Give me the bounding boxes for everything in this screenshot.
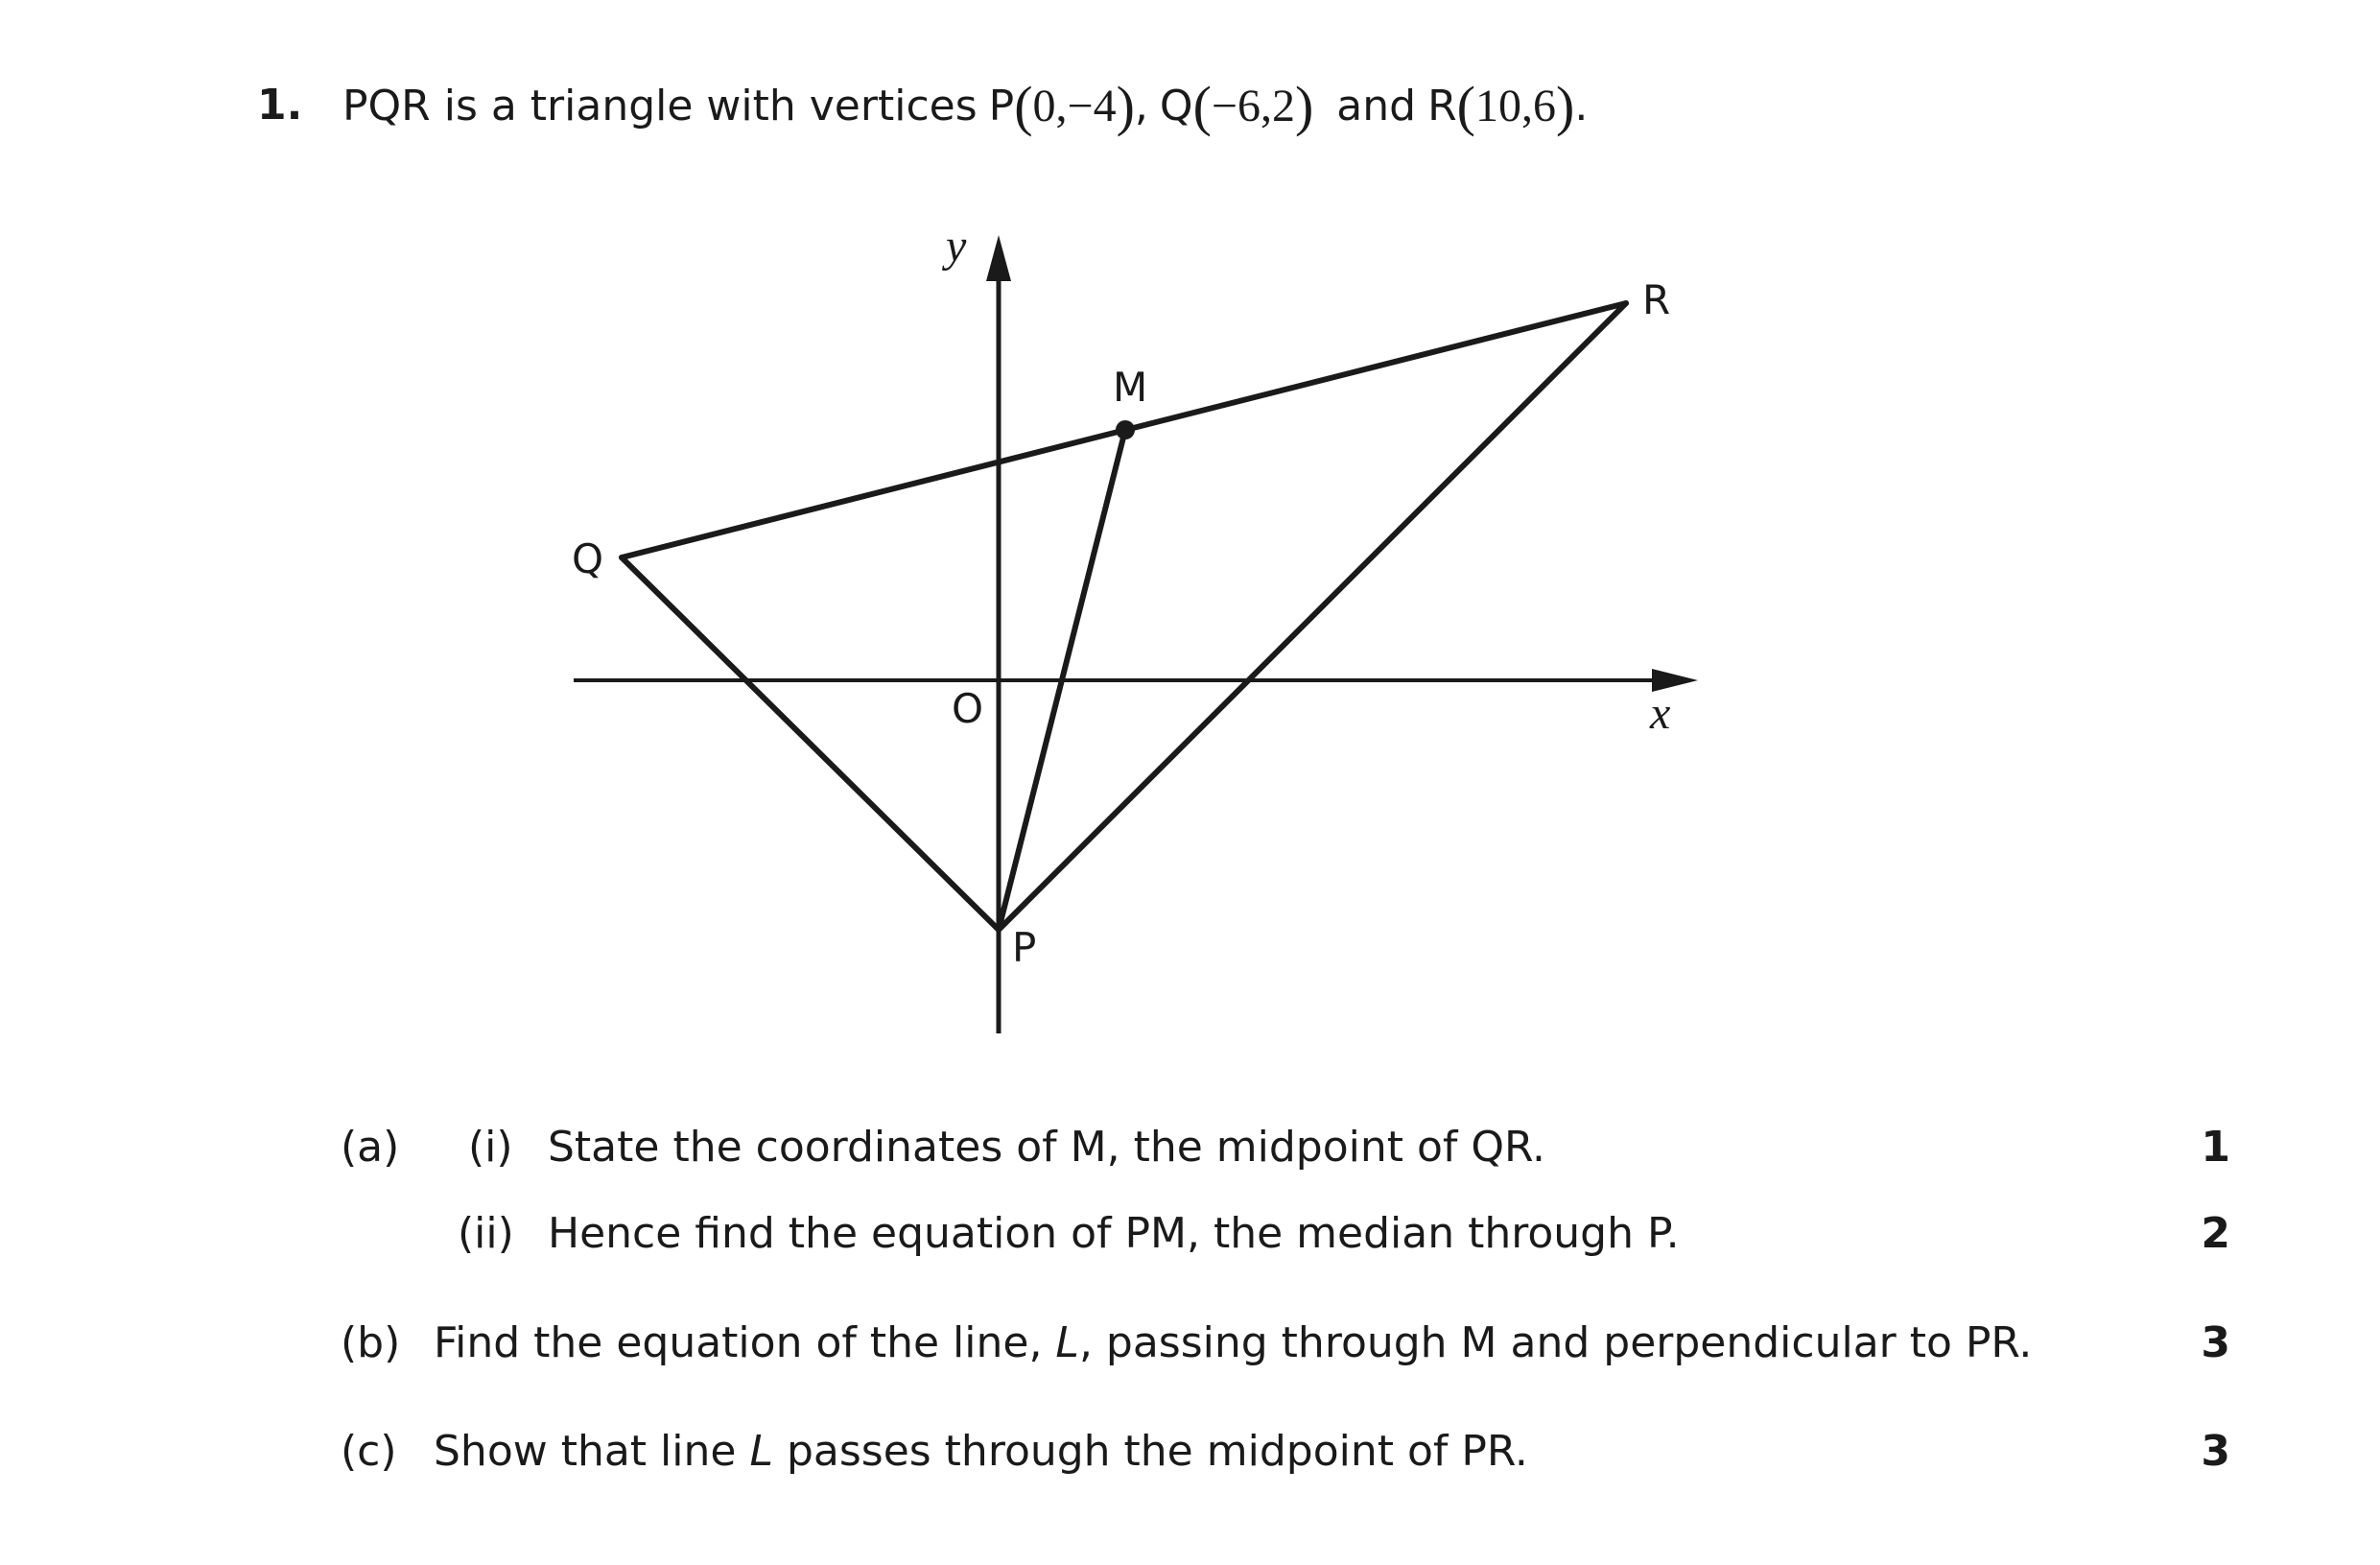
vertex-r-coords: 10,6 — [1474, 80, 1556, 131]
part-b-text — [434, 1318, 2032, 1367]
label-r: R — [1642, 276, 1671, 323]
paren-close: ) — [1555, 74, 1575, 137]
part-c-line-name: L — [749, 1427, 773, 1476]
part-b-line-name: L — [1055, 1318, 1079, 1367]
paren-open: ( — [1014, 74, 1033, 137]
part-a-ii-text: Hence find the equation of PM, the median through P. — [548, 1209, 1680, 1258]
midpoint-m-dot — [1116, 420, 1135, 439]
question-intro: PQR is a triangle with vertices — [342, 81, 978, 130]
paren-open: ( — [1456, 74, 1475, 137]
part-b-label: (b) — [341, 1318, 401, 1367]
label-y-axis: y — [946, 221, 967, 272]
part-b-pre: Find the equation of the line, — [434, 1318, 1056, 1367]
label-x-axis: x — [1650, 688, 1671, 739]
label-m: M — [1113, 364, 1148, 411]
part-b-post: , passing through M and perpendicular to PR. — [1078, 1318, 2033, 1367]
vertex-q-coords: −6,2 — [1211, 80, 1295, 131]
part-a-i-text: State the coordinates of M, the midpoint of QR. — [548, 1123, 1545, 1172]
paren-close: ) — [1116, 74, 1135, 137]
paren-close: ) — [1294, 74, 1314, 137]
vertex-p-coords: 0,−4 — [1032, 80, 1117, 131]
vertex-q-name: Q — [1159, 81, 1193, 130]
paren-open: ( — [1192, 74, 1212, 137]
y-axis-arrow — [986, 235, 1011, 281]
part-b-marks: 3 — [2201, 1318, 2230, 1367]
part-c-text — [434, 1427, 1528, 1476]
label-origin: O — [952, 685, 984, 732]
part-a-ii-sub: (ii) — [458, 1209, 514, 1258]
label-q: Q — [572, 535, 604, 582]
side-pr — [999, 303, 1626, 930]
vertex-p-name: P — [988, 81, 1015, 130]
question-number: 1. — [257, 81, 303, 130]
part-c-pre: Show that line — [434, 1427, 750, 1476]
comma-separator: , — [1134, 81, 1148, 130]
and-word: and — [1336, 81, 1417, 130]
label-p: P — [1012, 924, 1037, 971]
full-stop: . — [1574, 81, 1589, 130]
part-a-i-sub: (i) — [468, 1123, 513, 1172]
part-c-post: passes through the midpoint of PR. — [772, 1427, 1528, 1476]
part-c-label: (c) — [341, 1427, 397, 1476]
part-c-marks: 3 — [2201, 1427, 2230, 1476]
vertex-r-name: R — [1427, 81, 1457, 130]
side-pq — [622, 557, 999, 930]
part-a-i-marks: 1 — [2201, 1123, 2230, 1172]
part-a-label: (a) — [341, 1123, 400, 1172]
part-a-ii-marks: 2 — [2201, 1209, 2230, 1258]
